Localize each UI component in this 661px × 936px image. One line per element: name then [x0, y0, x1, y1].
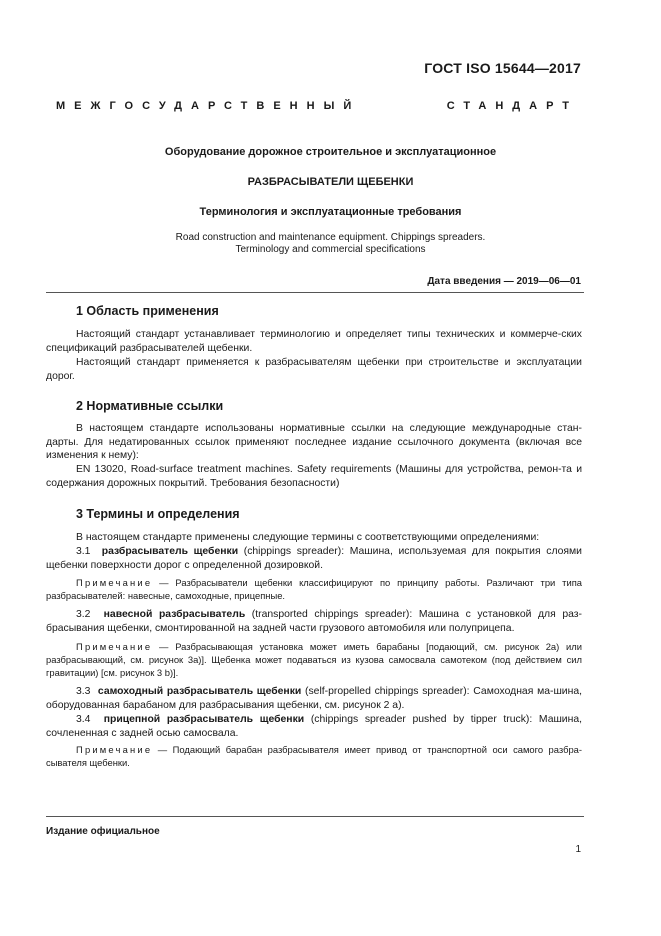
- note-label: Примечание: [76, 577, 153, 588]
- term-definition: (chippings spreader pushed by tipper truck): Машина, сочлененная с задней осью самосвала.: [46, 714, 583, 739]
- title-main: РАЗБРАСЫВАТЕЛИ ЩЕБЕНКИ: [247, 176, 414, 188]
- term-definition: (transported chippings spreader): Машина с установкой для раз-брасывания щебенки, смонтированной на задней части грузового автомобиля или полуприцепа.: [46, 609, 582, 634]
- effective-date: Дата введения — 2019—06—01: [427, 276, 581, 287]
- note-text: — Разбрасывающая установка может иметь барабаны [подающий, см. рисунок 2а) или разбрасывающий, см. рисунок 3а)]. Щебенка может подаваться из кузова самосвала самотеком (под действием сил гравитации) [см. рисунок 3 b)].: [46, 641, 582, 679]
- section-1-heading: 1 Область применения: [76, 304, 219, 318]
- note-2: [46, 640, 582, 680]
- term-number: 3.4: [76, 714, 91, 725]
- english-title-2: Terminology and commercial specifications: [235, 244, 426, 255]
- page-number: 1: [575, 844, 581, 855]
- term-number: 3.3: [76, 686, 91, 697]
- title-subtitle: Терминология и эксплуатационные требования: [199, 206, 462, 218]
- section-1-para-2: [46, 356, 582, 383]
- divider-footer: [46, 816, 584, 817]
- note-text: — Разбрасыватели щебенки классифицируют по принципу работы. Различают три типа разбрасывателей: навесные, самоходные, прицепные.: [46, 577, 582, 602]
- section-2-para-1: [46, 422, 582, 463]
- term-name: разбрасыватель щебенки: [101, 546, 239, 557]
- term-definition: (self-propelled chippings spreader): Самоходная ма-шина, оборудованная барабаном для разбрасывания щебенки, см. рисунок 2 а).: [46, 686, 582, 711]
- section-3-intro: [46, 531, 582, 545]
- term-number: 3.1: [76, 546, 91, 557]
- edition-label: Издание официальное: [46, 826, 160, 837]
- s3-intro-text: В настоящем стандарте применены следующие термины с соответствующими определениями:: [76, 532, 540, 543]
- term-name: навесной разбрасыватель: [103, 609, 246, 620]
- section-3-heading: 3 Термины и определения: [76, 507, 240, 521]
- note-label: Примечание: [76, 641, 153, 652]
- section-2-para-2: [46, 463, 582, 490]
- term-name: самоходный разбрасыватель щебенки: [97, 686, 302, 697]
- section-1-para-1: [46, 328, 582, 355]
- term-number: 3.2: [76, 609, 91, 620]
- term-3-1: [46, 545, 582, 572]
- s2-p1-text: В настоящем стандарте использованы нормативные ссылки на следующие международные стан-дарты. Для недатированных ссылок применяют последнее издание ссылочного документа (включая все изменения к нему):: [46, 423, 582, 462]
- standard-type: МЕЖГОСУДАРСТВЕННЫЙ СТАНДАРТ: [56, 100, 578, 112]
- term-3-2: [46, 608, 582, 635]
- note-1: [46, 576, 582, 602]
- section-2-heading: 2 Нормативные ссылки: [76, 399, 224, 413]
- divider-top: [46, 292, 584, 293]
- title-line-1: Оборудование дорожное строительное и эксплуатационное: [164, 146, 497, 158]
- term-definition: (chippings spreader): Машина, используемая для покрытия слоями щебенки поверхности дорог с определенной дозировкой.: [46, 546, 582, 571]
- note-text: — Подающий барабан разбрасывателя имеет привод от транспортной оси самого разбра-сывателя щебенки.: [46, 744, 582, 769]
- s2-p2-text: EN 13020, Road-surface treatment machines. Safety requirements (Машины для устройства, ремон-та и содержания дорожных покрытий. Требования безопасности): [46, 464, 582, 489]
- s1-p1-text: Настоящий стандарт устанавливает терминологию и определяет типы технических и коммерче-ских спецификаций разбрасывателей щебенки.: [46, 329, 582, 354]
- term-3-3: [46, 685, 582, 712]
- s1-p2-text: Настоящий стандарт применяется к разбрасывателям щебенки при строительстве и эксплуатации дорог.: [46, 357, 582, 382]
- english-title-1: Road construction and maintenance equipment. Chippings spreaders.: [175, 232, 486, 243]
- term-name: прицепной разбрасыватель щебенки: [103, 714, 305, 725]
- standard-number: ГОСТ ISO 15644—2017: [424, 60, 581, 76]
- term-3-4: [46, 713, 582, 740]
- note-label: Примечание: [76, 744, 153, 755]
- note-3: [46, 743, 582, 769]
